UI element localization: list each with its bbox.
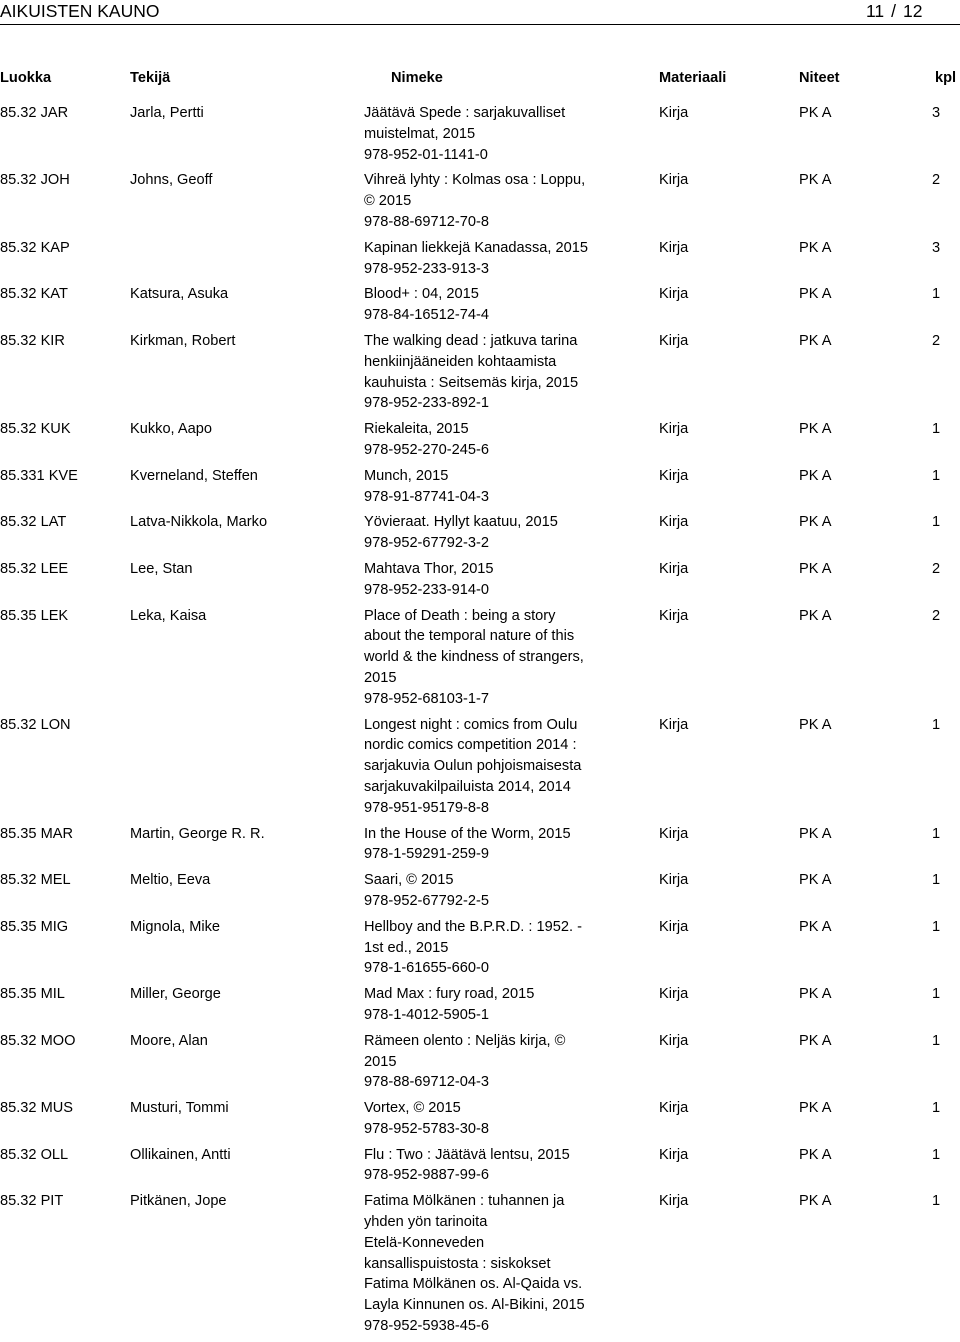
table-row — [0, 1191, 960, 1342]
cell-tekija: Katsura, Asuka — [130, 286, 229, 303]
cell-tekija: Pitkänen, Jope — [130, 1193, 227, 1210]
cell-tekija: Mignola, Mike — [130, 918, 221, 935]
cell-nimeke — [364, 1098, 616, 1140]
nimeke-line: 978-952-233-892-1 — [364, 395, 489, 412]
nimeke-line: Kapinan liekkejä Kanadassa, 2015 — [364, 239, 588, 256]
cell-niteet: PK A — [799, 872, 832, 889]
cell-nimeke — [364, 1031, 616, 1093]
cell-tekija: Musturi, Tommi — [130, 1100, 229, 1117]
cell-luokka: 85.32 MUS — [0, 1100, 74, 1117]
cell-kpl: 1 — [932, 872, 941, 889]
nimeke-line: Vihreä lyhty : Kolmas osa : Loppu, — [364, 172, 586, 189]
nimeke-line: Flu : Two : Jäätävä lentsu, 2015 — [364, 1146, 570, 1163]
nimeke-line: Etelä-Konneveden — [364, 1234, 485, 1251]
cell-niteet: PK A — [799, 1193, 832, 1210]
cell-materiaali: Kirja — [659, 286, 689, 303]
cell-niteet: PK A — [799, 239, 832, 256]
cell-niteet: PK A — [799, 607, 832, 624]
cell-niteet: PK A — [799, 467, 832, 484]
cell-niteet: PK A — [799, 332, 832, 349]
nimeke-line: Mad Max : fury road, 2015 — [364, 986, 535, 1003]
cell-kpl: 1 — [932, 467, 941, 484]
nimeke-line: Yövieraat. Hyllyt kaatuu, 2015 — [364, 514, 558, 531]
nimeke-line: kansallispuistosta : siskokset — [364, 1255, 551, 1272]
cell-tekija: Leka, Kaisa — [130, 607, 207, 624]
cell-nimeke — [364, 284, 616, 326]
cell-nimeke — [364, 1145, 616, 1187]
cell-nimeke — [364, 559, 616, 601]
cell-luokka: 85.32 KAP — [0, 239, 70, 256]
nimeke-line: 978-88-69712-70-8 — [364, 213, 489, 230]
cell-nimeke — [364, 824, 616, 866]
cell-niteet: PK A — [799, 1032, 832, 1049]
nimeke-line: 978-1-59291-259-9 — [364, 846, 489, 863]
cell-materiaali: Kirja — [659, 332, 689, 349]
cell-materiaali: Kirja — [659, 105, 689, 121]
cell-luokka: 85.35 MAR — [0, 825, 74, 842]
cell-materiaali: Kirja — [659, 986, 689, 1003]
nimeke-line: 978-1-61655-660-0 — [364, 960, 489, 977]
cell-luokka: 85.32 KIR — [0, 332, 65, 349]
nimeke-line: 978-952-5783-30-8 — [364, 1120, 489, 1137]
page-header — [0, 0, 960, 25]
column-headers — [0, 70, 960, 88]
cell-nimeke — [364, 466, 616, 508]
nimeke-line: yhden yön tarinoita — [364, 1214, 488, 1231]
cell-kpl: 1 — [932, 716, 941, 733]
cell-niteet: PK A — [799, 825, 832, 842]
nimeke-line: In the House of the Worm, 2015 — [364, 825, 571, 842]
table-row — [0, 715, 960, 824]
nimeke-line: nordic comics competition 2014 : — [364, 737, 577, 754]
cell-nimeke — [364, 103, 616, 165]
nimeke-line: Rämeen olento : Neljäs kirja, © — [364, 1032, 566, 1049]
cell-kpl: 1 — [932, 286, 941, 303]
cell-kpl: 1 — [932, 421, 941, 438]
cell-tekija: Meltio, Eeva — [130, 872, 211, 889]
cell-materiaali: Kirja — [659, 918, 689, 935]
cell-luokka: 85.32 OLL — [0, 1146, 69, 1163]
nimeke-line: 978-1-4012-5905-1 — [364, 1006, 489, 1023]
page-number — [866, 1, 923, 22]
cell-materiaali: Kirja — [659, 1032, 689, 1049]
table-row — [0, 466, 960, 513]
cell-niteet: PK A — [799, 1146, 832, 1163]
cell-nimeke — [364, 917, 616, 979]
cell-materiaali: Kirja — [659, 1146, 689, 1163]
nimeke-line: Jäätävä Spede : sarjakuvalliset — [364, 105, 566, 121]
cell-luokka: 85.32 JOH — [0, 172, 70, 189]
cell-luokka: 85.32 JAR — [0, 105, 69, 121]
table-row — [0, 103, 960, 170]
nimeke-line: 978-952-270-245-6 — [364, 441, 489, 458]
nimeke-line: Saari, © 2015 — [364, 872, 454, 889]
nimeke-line: The walking dead : jatkuva tarina — [364, 332, 578, 349]
nimeke-line: 978-951-95179-8-8 — [364, 799, 489, 816]
cell-kpl: 1 — [932, 1032, 941, 1049]
document-title: AIKUISTEN KAUNO — [0, 1, 160, 21]
nimeke-line: Mahtava Thor, 2015 — [364, 560, 494, 577]
cell-tekija: Moore, Alan — [130, 1032, 208, 1049]
nimeke-line: sarjakuvia Oulun pohjoismaisesta — [364, 758, 582, 775]
cell-tekija: Johns, Geoff — [130, 172, 213, 189]
cell-luokka: 85.35 LEK — [0, 607, 69, 624]
cell-nimeke — [364, 331, 616, 414]
cell-tekija: Kukko, Aapo — [130, 421, 212, 438]
nimeke-line: Fatima Mölkänen : tuhannen ja — [364, 1193, 565, 1210]
cell-niteet: PK A — [799, 716, 832, 733]
nimeke-line: 978-91-87741-04-3 — [364, 488, 489, 505]
nimeke-line: 978-88-69712-04-3 — [364, 1074, 489, 1091]
cell-niteet: PK A — [799, 421, 832, 438]
nimeke-line: Hellboy and the B.P.R.D. : 1952. - — [364, 918, 582, 935]
table-row — [0, 870, 960, 917]
table-row — [0, 559, 960, 606]
cell-kpl: 1 — [932, 918, 941, 935]
cell-materiaali: Kirja — [659, 421, 689, 438]
cell-nimeke — [364, 238, 616, 280]
page-separator: / — [891, 1, 897, 21]
cell-kpl: 2 — [932, 172, 941, 189]
current-page: 11 — [866, 1, 885, 21]
table-row — [0, 1098, 960, 1145]
cell-kpl: 1 — [932, 1193, 941, 1210]
nimeke-line: Munch, 2015 — [364, 467, 449, 484]
cell-kpl: 2 — [932, 332, 941, 349]
nimeke-line: © 2015 — [364, 193, 412, 210]
cell-luokka: 85.35 MIL — [0, 986, 65, 1003]
cell-nimeke — [364, 170, 616, 232]
cell-kpl: 1 — [932, 514, 941, 531]
cell-kpl: 1 — [932, 1100, 941, 1117]
nimeke-line: 978-952-9887-99-6 — [364, 1167, 489, 1184]
cell-luokka: 85.32 MEL — [0, 872, 71, 889]
table-row — [0, 419, 960, 466]
column-header-luokka: Luokka — [0, 70, 52, 86]
cell-luokka: 85.32 PIT — [0, 1193, 64, 1210]
cell-niteet: PK A — [799, 560, 832, 577]
book-list — [0, 103, 960, 1342]
nimeke-line: Vortex, © 2015 — [364, 1100, 461, 1117]
cell-kpl: 1 — [932, 825, 941, 842]
cell-tekija: Martin, George R. R. — [130, 825, 265, 842]
table-row — [0, 917, 960, 984]
cell-materiaali: Kirja — [659, 872, 689, 889]
nimeke-line: Riekaleita, 2015 — [364, 421, 469, 438]
cell-materiaali: Kirja — [659, 467, 689, 484]
cell-luokka: 85.32 LEE — [0, 560, 69, 577]
cell-niteet: PK A — [799, 105, 832, 121]
table-row — [0, 1031, 960, 1098]
cell-nimeke — [364, 1191, 616, 1337]
nimeke-line: muistelmat, 2015 — [364, 125, 476, 142]
cell-materiaali: Kirja — [659, 514, 689, 531]
cell-luokka: 85.32 KUK — [0, 421, 71, 438]
nimeke-line: 978-84-16512-74-4 — [364, 307, 489, 324]
nimeke-line: Blood+ : 04, 2015 — [364, 286, 479, 303]
column-header-kpl: kpl — [935, 70, 957, 86]
nimeke-line: 978-952-67792-3-2 — [364, 535, 489, 552]
cell-materiaali: Kirja — [659, 825, 689, 842]
column-header-tekija: Tekijä — [130, 70, 171, 86]
cell-kpl: 2 — [932, 607, 941, 624]
cell-luokka: 85.32 LON — [0, 716, 71, 733]
cell-nimeke — [364, 512, 616, 554]
cell-kpl: 2 — [932, 560, 941, 577]
cell-tekija: Lee, Stan — [130, 560, 193, 577]
cell-tekija: Kverneland, Steffen — [130, 467, 258, 484]
nimeke-line: 978-952-01-1141-0 — [364, 146, 488, 163]
nimeke-line: 2015 — [364, 669, 397, 686]
cell-tekija: Kirkman, Robert — [130, 332, 236, 349]
nimeke-line: 978-952-67792-2-5 — [364, 892, 489, 909]
table-row — [0, 1145, 960, 1192]
cell-materiaali: Kirja — [659, 1100, 689, 1117]
table-row — [0, 824, 960, 871]
nimeke-line: sarjakuvakilpailuista 2014, 2014 — [364, 778, 571, 795]
table-row — [0, 984, 960, 1031]
nimeke-line: about the temporal nature of this — [364, 628, 575, 645]
cell-materiaali: Kirja — [659, 172, 689, 189]
cell-nimeke — [364, 984, 616, 1026]
cell-tekija: Ollikainen, Antti — [130, 1146, 231, 1163]
nimeke-line: Fatima Mölkänen os. Al-Qaida vs. — [364, 1276, 583, 1293]
column-header-materiaali: Materiaali — [659, 70, 727, 86]
column-header-nimeke: Nimeke — [391, 70, 443, 86]
cell-niteet: PK A — [799, 1100, 832, 1117]
cell-niteet: PK A — [799, 514, 832, 531]
nimeke-line: henkiinjääneiden kohtaamista — [364, 353, 557, 370]
nimeke-line: 1st ed., 2015 — [364, 939, 449, 956]
nimeke-line: Layla Kinnunen os. Al-Bikini, 2015 — [364, 1297, 585, 1314]
cell-niteet: PK A — [799, 986, 832, 1003]
nimeke-line: 978-952-68103-1-7 — [364, 690, 489, 707]
nimeke-line: 978-952-5938-45-6 — [364, 1318, 489, 1335]
cell-nimeke — [364, 606, 616, 710]
cell-kpl: 3 — [932, 239, 941, 256]
cell-niteet: PK A — [799, 172, 832, 189]
cell-niteet: PK A — [799, 918, 832, 935]
cell-tekija: Jarla, Pertti — [130, 105, 204, 121]
cell-nimeke — [364, 419, 616, 461]
cell-nimeke — [364, 715, 616, 819]
table-row — [0, 170, 960, 237]
cell-kpl: 1 — [932, 986, 941, 1003]
cell-materiaali: Kirja — [659, 716, 689, 733]
cell-luokka: 85.35 MIG — [0, 918, 69, 935]
nimeke-line: 2015 — [364, 1053, 397, 1070]
column-header-niteet: Niteet — [799, 70, 840, 86]
table-row — [0, 606, 960, 715]
cell-kpl: 1 — [932, 1146, 941, 1163]
nimeke-line: Longest night : comics from Oulu — [364, 716, 578, 733]
cell-materiaali: Kirja — [659, 239, 689, 256]
cell-materiaali: Kirja — [659, 560, 689, 577]
table-row — [0, 512, 960, 559]
nimeke-line: 978-952-233-913-3 — [364, 260, 489, 277]
table-row — [0, 238, 960, 285]
table-row — [0, 331, 960, 419]
cell-niteet: PK A — [799, 286, 832, 303]
nimeke-line: 978-952-233-914-0 — [364, 581, 489, 598]
cell-luokka: 85.32 MOO — [0, 1032, 76, 1049]
cell-kpl: 3 — [932, 105, 941, 121]
cell-nimeke — [364, 870, 616, 912]
cell-materiaali: Kirja — [659, 1193, 689, 1210]
table-row — [0, 284, 960, 331]
nimeke-line: kauhuista : Seitsemäs kirja, 2015 — [364, 374, 579, 391]
nimeke-line: Place of Death : being a story — [364, 607, 556, 624]
cell-tekija: Miller, George — [130, 986, 221, 1003]
nimeke-line: world & the kindness of strangers, — [364, 649, 584, 666]
cell-luokka: 85.331 KVE — [0, 467, 78, 484]
cell-tekija: Latva-Nikkola, Marko — [130, 514, 268, 531]
cell-materiaali: Kirja — [659, 607, 689, 624]
total-pages: 12 — [903, 1, 923, 21]
cell-luokka: 85.32 KAT — [0, 286, 68, 303]
cell-luokka: 85.32 LAT — [0, 514, 67, 531]
